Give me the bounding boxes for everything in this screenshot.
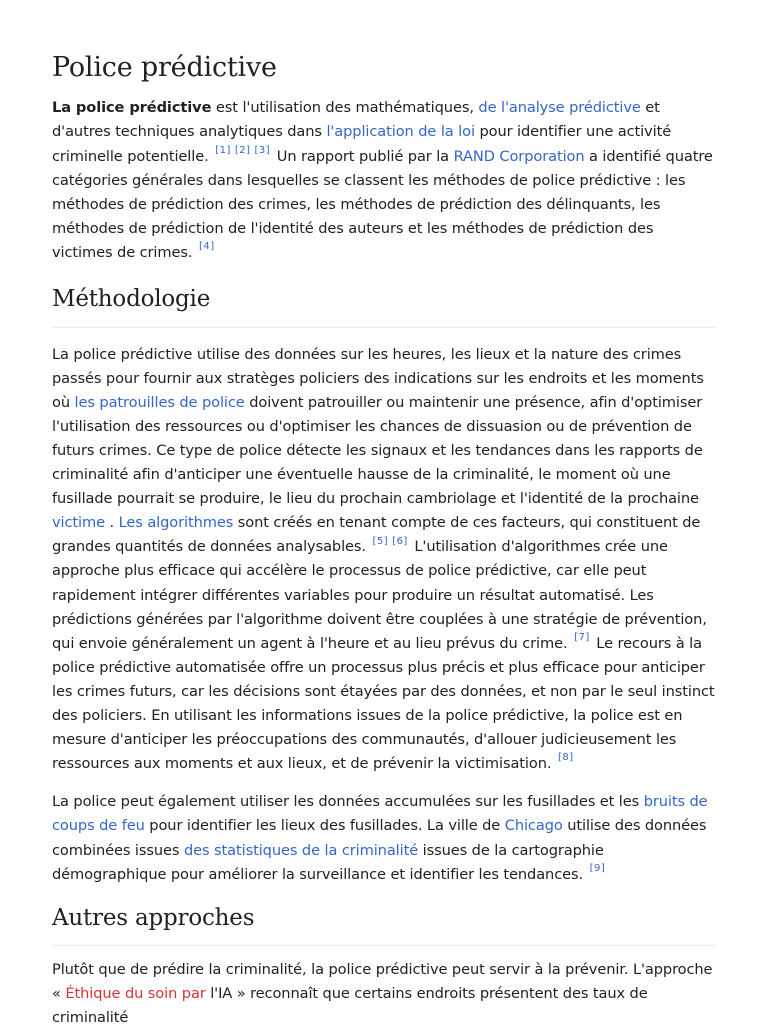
reference-link[interactable]: [4]	[198, 241, 215, 253]
intro-bold-term: La police prédictive	[52, 99, 212, 117]
reference-5[interactable]	[373, 536, 389, 547]
link-bruits-coups-de-feu[interactable]: bruits de coups de feu	[52, 793, 708, 835]
paragraph-text: La police peut également utiliser les données accumulées sur les fusillades et les	[52, 793, 644, 811]
intro-paragraph	[52, 96, 716, 265]
link-statistiques-criminalite[interactable]: des statistiques de la criminalité	[183, 841, 419, 859]
reference-link[interactable]: [2]	[234, 144, 251, 156]
paragraph-text: sont créés en tenant compte de ces facteurs, qui constituent de grandes quantités de données analysables.	[52, 514, 701, 556]
link-victime[interactable]: victime	[52, 514, 105, 532]
intro-text: et d'autres techniques analytiques dans	[52, 99, 660, 141]
reference-4[interactable]	[199, 241, 215, 252]
intro-text: Un rapport publié par la	[272, 147, 454, 165]
reference-2[interactable]	[235, 145, 251, 156]
reference-7[interactable]	[574, 632, 590, 643]
paragraph-text: pour identifier les lieux des fusillades. La ville de	[144, 817, 505, 835]
paragraph-text: issues de la cartographie démographique pour améliorer la surveillance et identifier les tendances.	[52, 841, 604, 883]
paragraph-text: .	[105, 514, 119, 532]
section-heading-autres-approches: Autres approches	[52, 905, 716, 947]
section-heading-methodologie: Méthodologie	[52, 286, 716, 328]
reference-link[interactable]: [7]	[574, 631, 590, 643]
reference-link[interactable]: [6]	[392, 535, 408, 547]
link-rand-corporation[interactable]: RAND Corporation	[453, 147, 585, 165]
reference-8[interactable]	[558, 752, 574, 763]
reference-link[interactable]: [8]	[557, 752, 574, 764]
link-chicago[interactable]: Chicago	[504, 817, 563, 835]
paragraph-text: L'utilisation d'algorithmes crée une approche plus efficace qui accélère le processus de police prédictive, car elle peut rapidement intégrer différentes variables pour produire un résultat automatisé. Les prédictions générées par l'algorithme doivent être couplées à une stratégie de prévention, qui envoie généralement un agent à l'heure et au lieu prévus du crime.	[52, 538, 707, 652]
reference-link[interactable]: [1]	[215, 144, 231, 156]
reference-link[interactable]: [9]	[589, 862, 606, 874]
paragraph-text: l'IA » reconnaît que certains endroits présentent des taux de criminalité	[52, 985, 648, 1027]
intro-text: a identifié quatre catégories générales dans lesquelles se classent les méthodes de police prédictive : les méthodes de prédiction des crimes, les méthodes de prédiction des délinquants, les méthodes de prédiction de l'identité des auteurs et les méthodes de prédiction des victimes de crimes.	[52, 147, 713, 261]
paragraph-text: La police prédictive utilise des données sur les heures, les lieux et la nature des crimes passés pour fournir aux stratèges policiers des indications sur les endroits et les moments où	[52, 345, 704, 411]
link-application-loi[interactable]: l'application de la loi	[326, 123, 475, 141]
paragraph-text: Le recours à la police prédictive automatisée offre un processus plus précis et plus efficace pour anticiper les crimes futurs, car les décisions sont étayées par des données, et non par le seul instinct des policiers. En utilisant les informations issues de la police prédictive, la police est en mesure d'anticiper les préoccupations des communautés, d'allouer judicieusement les ressources aux moments et aux lieux, et de prévenir la victimisation.	[52, 634, 715, 773]
reference-6[interactable]	[392, 536, 408, 547]
reference-3[interactable]	[255, 145, 271, 156]
link-patrouilles-police[interactable]: les patrouilles de police	[74, 393, 245, 411]
intro-text: est l'utilisation des mathématiques,	[211, 99, 479, 117]
link-analyse-predictive[interactable]: de l'analyse prédictive	[478, 99, 641, 117]
reference-9[interactable]	[590, 863, 606, 874]
autres-paragraph-1	[52, 958, 716, 1030]
intro-text: pour identifier une activité criminelle potentielle.	[52, 123, 672, 165]
paragraph-text: doivent patrouiller ou maintenir une présence, afin d'optimiser l'utilisation des ressources ou d'optimiser les chances de dissuasion ou de prévention de futurs crimes. Ce type de police détecte les signaux et les tendances dans les rapports de criminalité afin d'anticiper une éventuelle hausse de la criminalité, le moment où une fusillade pourrait se produire, le lieu du prochain cambriolage et l'identité de la prochaine	[52, 393, 703, 508]
methodologie-paragraph-2	[52, 790, 716, 886]
reference-1[interactable]	[215, 145, 231, 156]
link-algorithmes[interactable]: Les algorithmes	[118, 514, 234, 532]
methodologie-paragraph-1	[52, 343, 716, 777]
page-title: Police prédictive	[52, 52, 277, 83]
link-ethique-du-soin[interactable]: Éthique du soin par	[65, 985, 206, 1003]
paragraph-text: Plutôt que de prédire la criminalité, la police prédictive peut servir à la prévenir. L'approche «	[52, 961, 713, 1003]
reference-link[interactable]: [3]	[254, 144, 271, 156]
reference-link[interactable]: [5]	[372, 535, 389, 547]
paragraph-text: utilise des données combinées issues	[52, 817, 707, 859]
